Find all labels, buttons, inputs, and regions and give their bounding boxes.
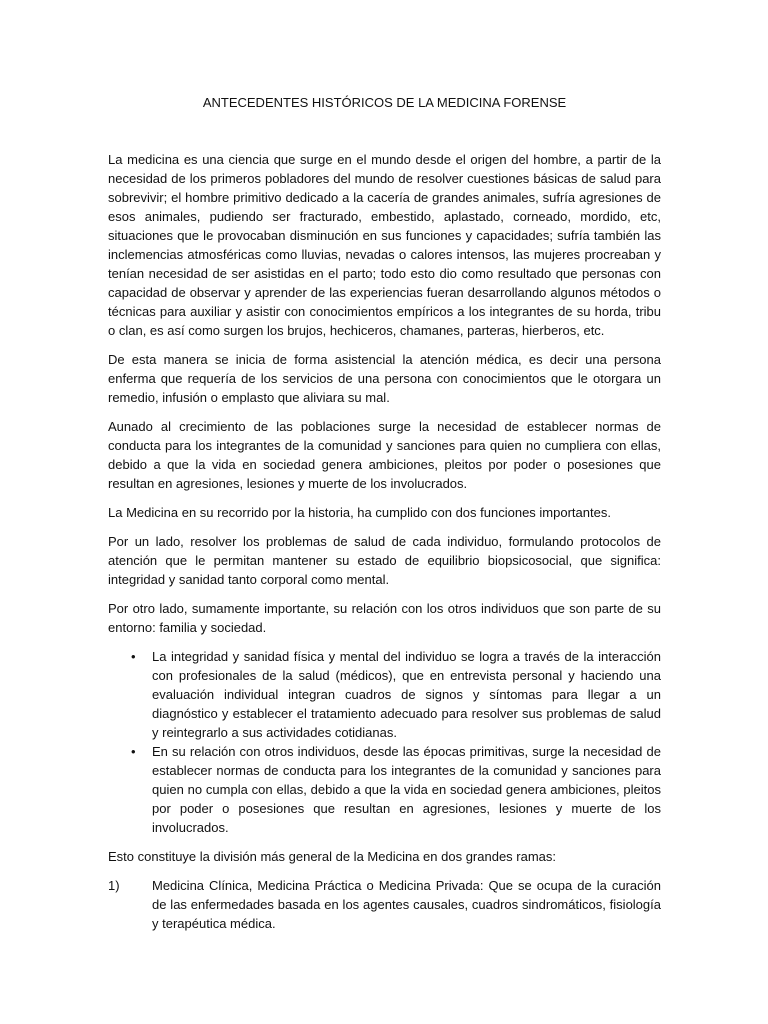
numbered-list	[108, 876, 661, 933]
paragraph: Por otro lado, sumamente importante, su relación con los otros individuos que son parte de su entorno: familia y sociedad.	[108, 601, 661, 635]
paragraph: Aunado al crecimiento de las poblaciones surge la necesidad de establecer normas de conducta para los integrantes de la comunidad y sanciones para quien no cumpliera con ellas, debido a que la vida en sociedad genera ambiciones, pleitos por poder o posesiones que resultan en agresiones, lesiones y muerte de los involucrados.	[108, 419, 661, 491]
paragraph: Por un lado, resolver los problemas de salud de cada individuo, formulando protocolos de atención que le permitan mantener su estado de equilibrio biopsicosocial, que significa: integridad y sanidad tanto corporal como mental.	[108, 534, 661, 587]
bullet-list-item	[108, 647, 661, 742]
paragraph: De esta manera se inicia de forma asistencial la atención médica, es decir una persona enferma que requería de los servicios de una persona con conocimientos que le otorgara un remedio, infusión o emplasto que aliviara su mal.	[108, 352, 661, 405]
document-body	[108, 150, 661, 933]
bullet-list	[108, 647, 661, 837]
bullet-icon: •	[131, 744, 136, 759]
bullet-icon: •	[131, 649, 136, 664]
paragraph: La Medicina en su recorrido por la historia, ha cumplido con dos funciones importantes.	[108, 505, 611, 520]
paragraph: La medicina es una ciencia que surge en el mundo desde el origen del hombre, a partir de la necesidad de los primeros pobladores del mundo de resolver cuestiones básicas de salud para sobrevivir; el hombre primitivo dedicado a la cacería de grandes animales, sufría agresiones de esos animales, pudiendo ser fracturado, embestido, aplastado, corneado, mordido, etc, situaciones que le provocaban disminución en sus funciones y capacidades; sufría también las inclemencias atmosféricas como lluvias, nevadas o calores intensos, las mujeres procreaban y tenían necesidad de ser asistidas en el parto; todo esto dio como resultado que personas con capacidad de observar y aprender de las experiencias fueran desarrollando algunos métodos o técnicas para auxiliar y asistir con conocimientos empíricos a los integrantes de su horda, tribu o clan, es así como surgen los brujos, hechiceros, chamanes, parteras, hierberos, etc.	[108, 152, 661, 338]
bullet-text: En su relación con otros individuos, desde las épocas primitivas, surge la necesidad de establecer normas de conducta para los integrantes de la comunidad y sanciones para quien no cumpla con ellas, debido a que la vida en sociedad genera ambiciones, pleitos por poder o posesiones que resultan en agresiones, lesiones y muerte de los involucrados.	[152, 744, 661, 835]
bullet-text: La integridad y sanidad física y mental del individuo se logra a través de la interacción con profesionales de la salud (médicos), que en entrevista personal y haciendo una evaluación individual integran cuadros de signos y síntomas para llegar a un diagnóstico y establecer el tratamiento adecuado para resolver sus problemas de salud y reintegrarlo a sus actividades cotidianas.	[152, 649, 661, 740]
document-title: ANTECEDENTES HISTÓRICOS DE LA MEDICINA FORENSE	[202, 95, 567, 110]
paragraph: Esto constituye la división más general de la Medicina en dos grandes ramas:	[108, 849, 557, 864]
list-number: 1)	[108, 878, 120, 893]
bullet-list-item	[108, 742, 661, 837]
numbered-item-text: Medicina Clínica, Medicina Práctica o Medicina Privada: Que se ocupa de la curación de las enfermedades basada en los agentes causales, cuadros sindromáticos, fisiología y terapéutica médica.	[152, 878, 661, 931]
numbered-list-item	[108, 876, 661, 933]
